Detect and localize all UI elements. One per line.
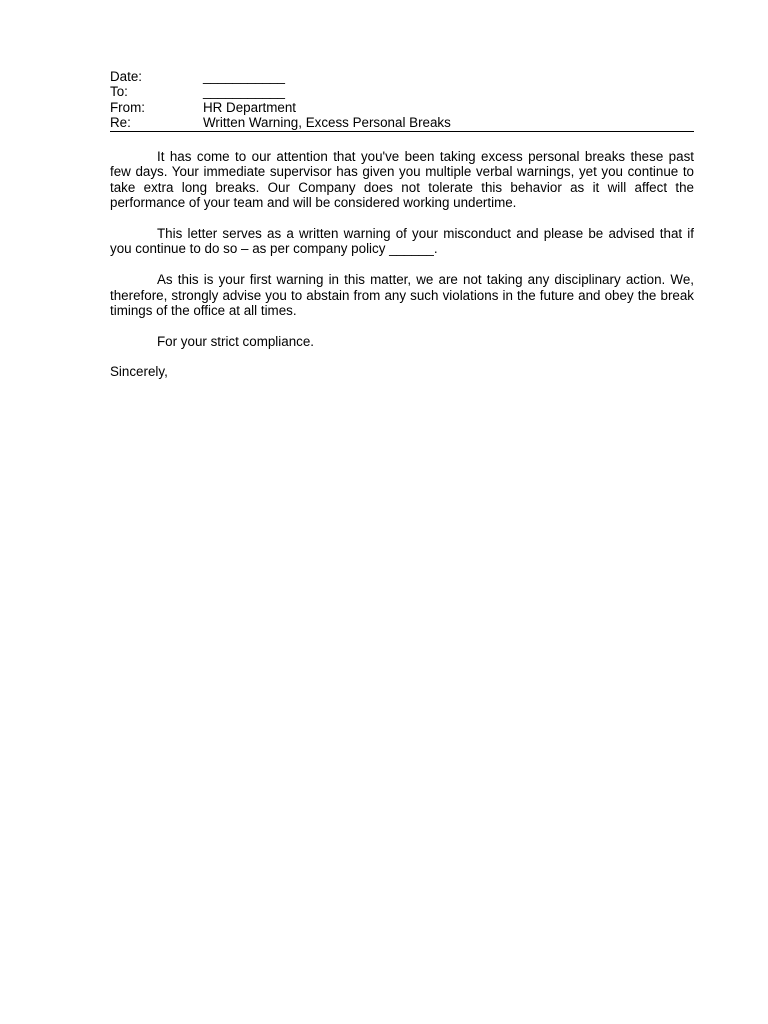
closing-salutation: Sincerely, (110, 364, 168, 379)
from-value: HR Department (203, 99, 297, 115)
from-row (110, 100, 694, 115)
letter-body (110, 149, 694, 349)
header-divider (110, 131, 694, 132)
to-row (110, 84, 694, 99)
to-label: To: (110, 84, 128, 100)
body-paragraph-4: For your strict compliance. (157, 333, 315, 349)
body-paragraph-1: It has come to our attention that you've been taking excess personal breaks these past few days. Your immediate supervisor has given you multiple verbal warnings, yet you continue to take extra long breaks. Our Company does not tolerate this behavior as it will affect the performance of your team and will be considered working undertime. (110, 149, 694, 211)
date-row (110, 69, 694, 84)
re-value: Written Warning, Excess Personal Breaks (203, 114, 451, 130)
body-paragraph-2: This letter serves as a written warning of your misconduct and please be advised that if you continue to do so – as per company policy ______. (110, 226, 694, 257)
to-value: ___________ (203, 84, 285, 100)
date-value: ___________ (203, 69, 285, 84)
re-label: Re: (110, 114, 131, 130)
memo-header (110, 69, 694, 130)
re-row (110, 115, 694, 130)
date-label: Date: (110, 69, 143, 84)
body-paragraph-3: As this is your first warning in this matter, we are not taking any disciplinary action. We, therefore, strongly advise you to abstain from any such violations in the future and obey the break timings of the office at all times. (110, 272, 694, 319)
from-label: From: (110, 99, 145, 115)
